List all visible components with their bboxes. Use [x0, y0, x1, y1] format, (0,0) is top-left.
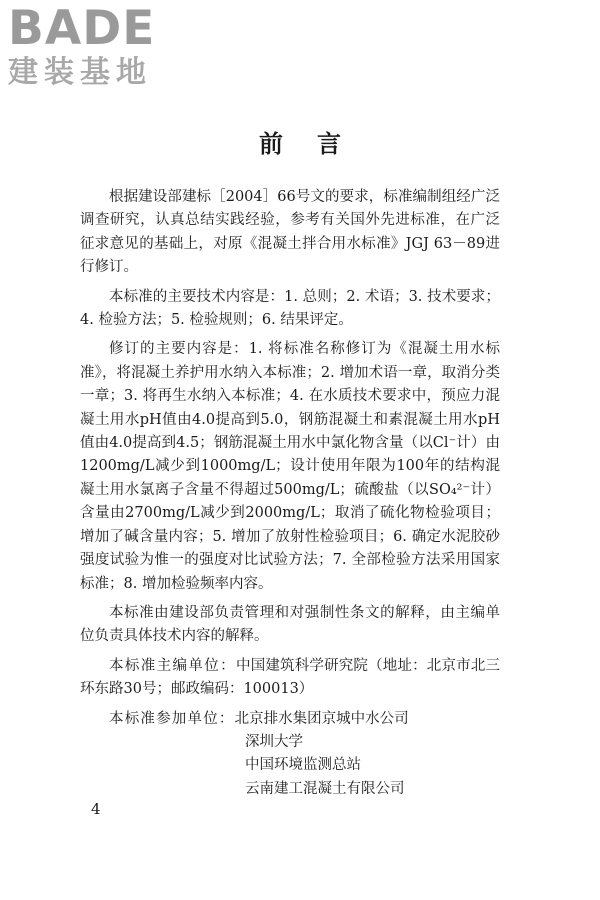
paragraph-main-content: 本标准的主要技术内容是：1. 总则；2. 术语；3. 技术要求；4. 检验方法；5. 检验规则；6. 结果评定。: [80, 288, 500, 329]
page-title: 前言: [259, 129, 375, 158]
participating-label: 本标准参加单位：: [109, 710, 235, 727]
paragraph-revision-basis: 根据建设部建标［2004］66号文的要求，标准编制组经广泛调查研究，认真总结实践经验，参考有关国外先进标准，在广泛征求意见的基础上，对原《混凝土拌合用水标准》JGJ 63－89进行修订。: [80, 189, 500, 276]
participating-unit: 云南建工混凝土有限公司: [245, 780, 405, 797]
logo-subtitle: 建装基地: [8, 55, 152, 90]
logo-wordmark: BADE: [8, 1, 156, 56]
participating-first-line: [80, 708, 500, 731]
chief-unit-label: 本标准主编单位：: [109, 657, 237, 674]
watermark-logo: [8, 1, 178, 94]
participating-unit: 深圳大学: [245, 733, 303, 750]
preface-body: [80, 186, 500, 801]
page-number: 4: [91, 800, 101, 818]
paragraph-revision-details: 修订的主要内容是：1. 将标准名称修订为《混凝土用水标准》，将混凝土养护用水纳入本标准；2. 增加术语一章，取消分类一章；3. 将再生水纳入本标准；4. 在水质技术要求中，预应力混凝土用水pH值由4.0提高到5.0，钢筋混凝土和素混凝土用水pH值由4.0提高到4.5；钢筋混凝土用水中氯化物含量（以Cl⁻计）由1200mg/L减少到1000mg/L；设计使用年限为100年的结构混凝土用水氯离子含量不得超过500mg/L；硫酸盐（以SO₄²⁻计）含量由2700mg/L减少到2000mg/L；取消了硫化物检验项目；增加了碱含量内容；5. 增加了放射性检验项目；6. 确定水泥胶砂强度试验为惟一的强度对比试验方法；7. 全部检验方法采用国家标准；8. 增加检验频率内容。: [80, 341, 500, 592]
paragraph-management: 本标准由建设部负责管理和对强制性条文的解释，由主编单位负责具体技术内容的解释。: [80, 604, 500, 645]
chief-unit-text: 中国建筑科学研究院（地址：北京市北三环东路30号；邮政编码：100013）: [80, 657, 500, 698]
participating-units: [80, 708, 500, 802]
participating-unit: 北京排水集团京城中水公司: [234, 710, 409, 727]
participating-unit: 中国环境监测总站: [245, 757, 361, 774]
chief-unit-paragraph: [80, 655, 500, 702]
